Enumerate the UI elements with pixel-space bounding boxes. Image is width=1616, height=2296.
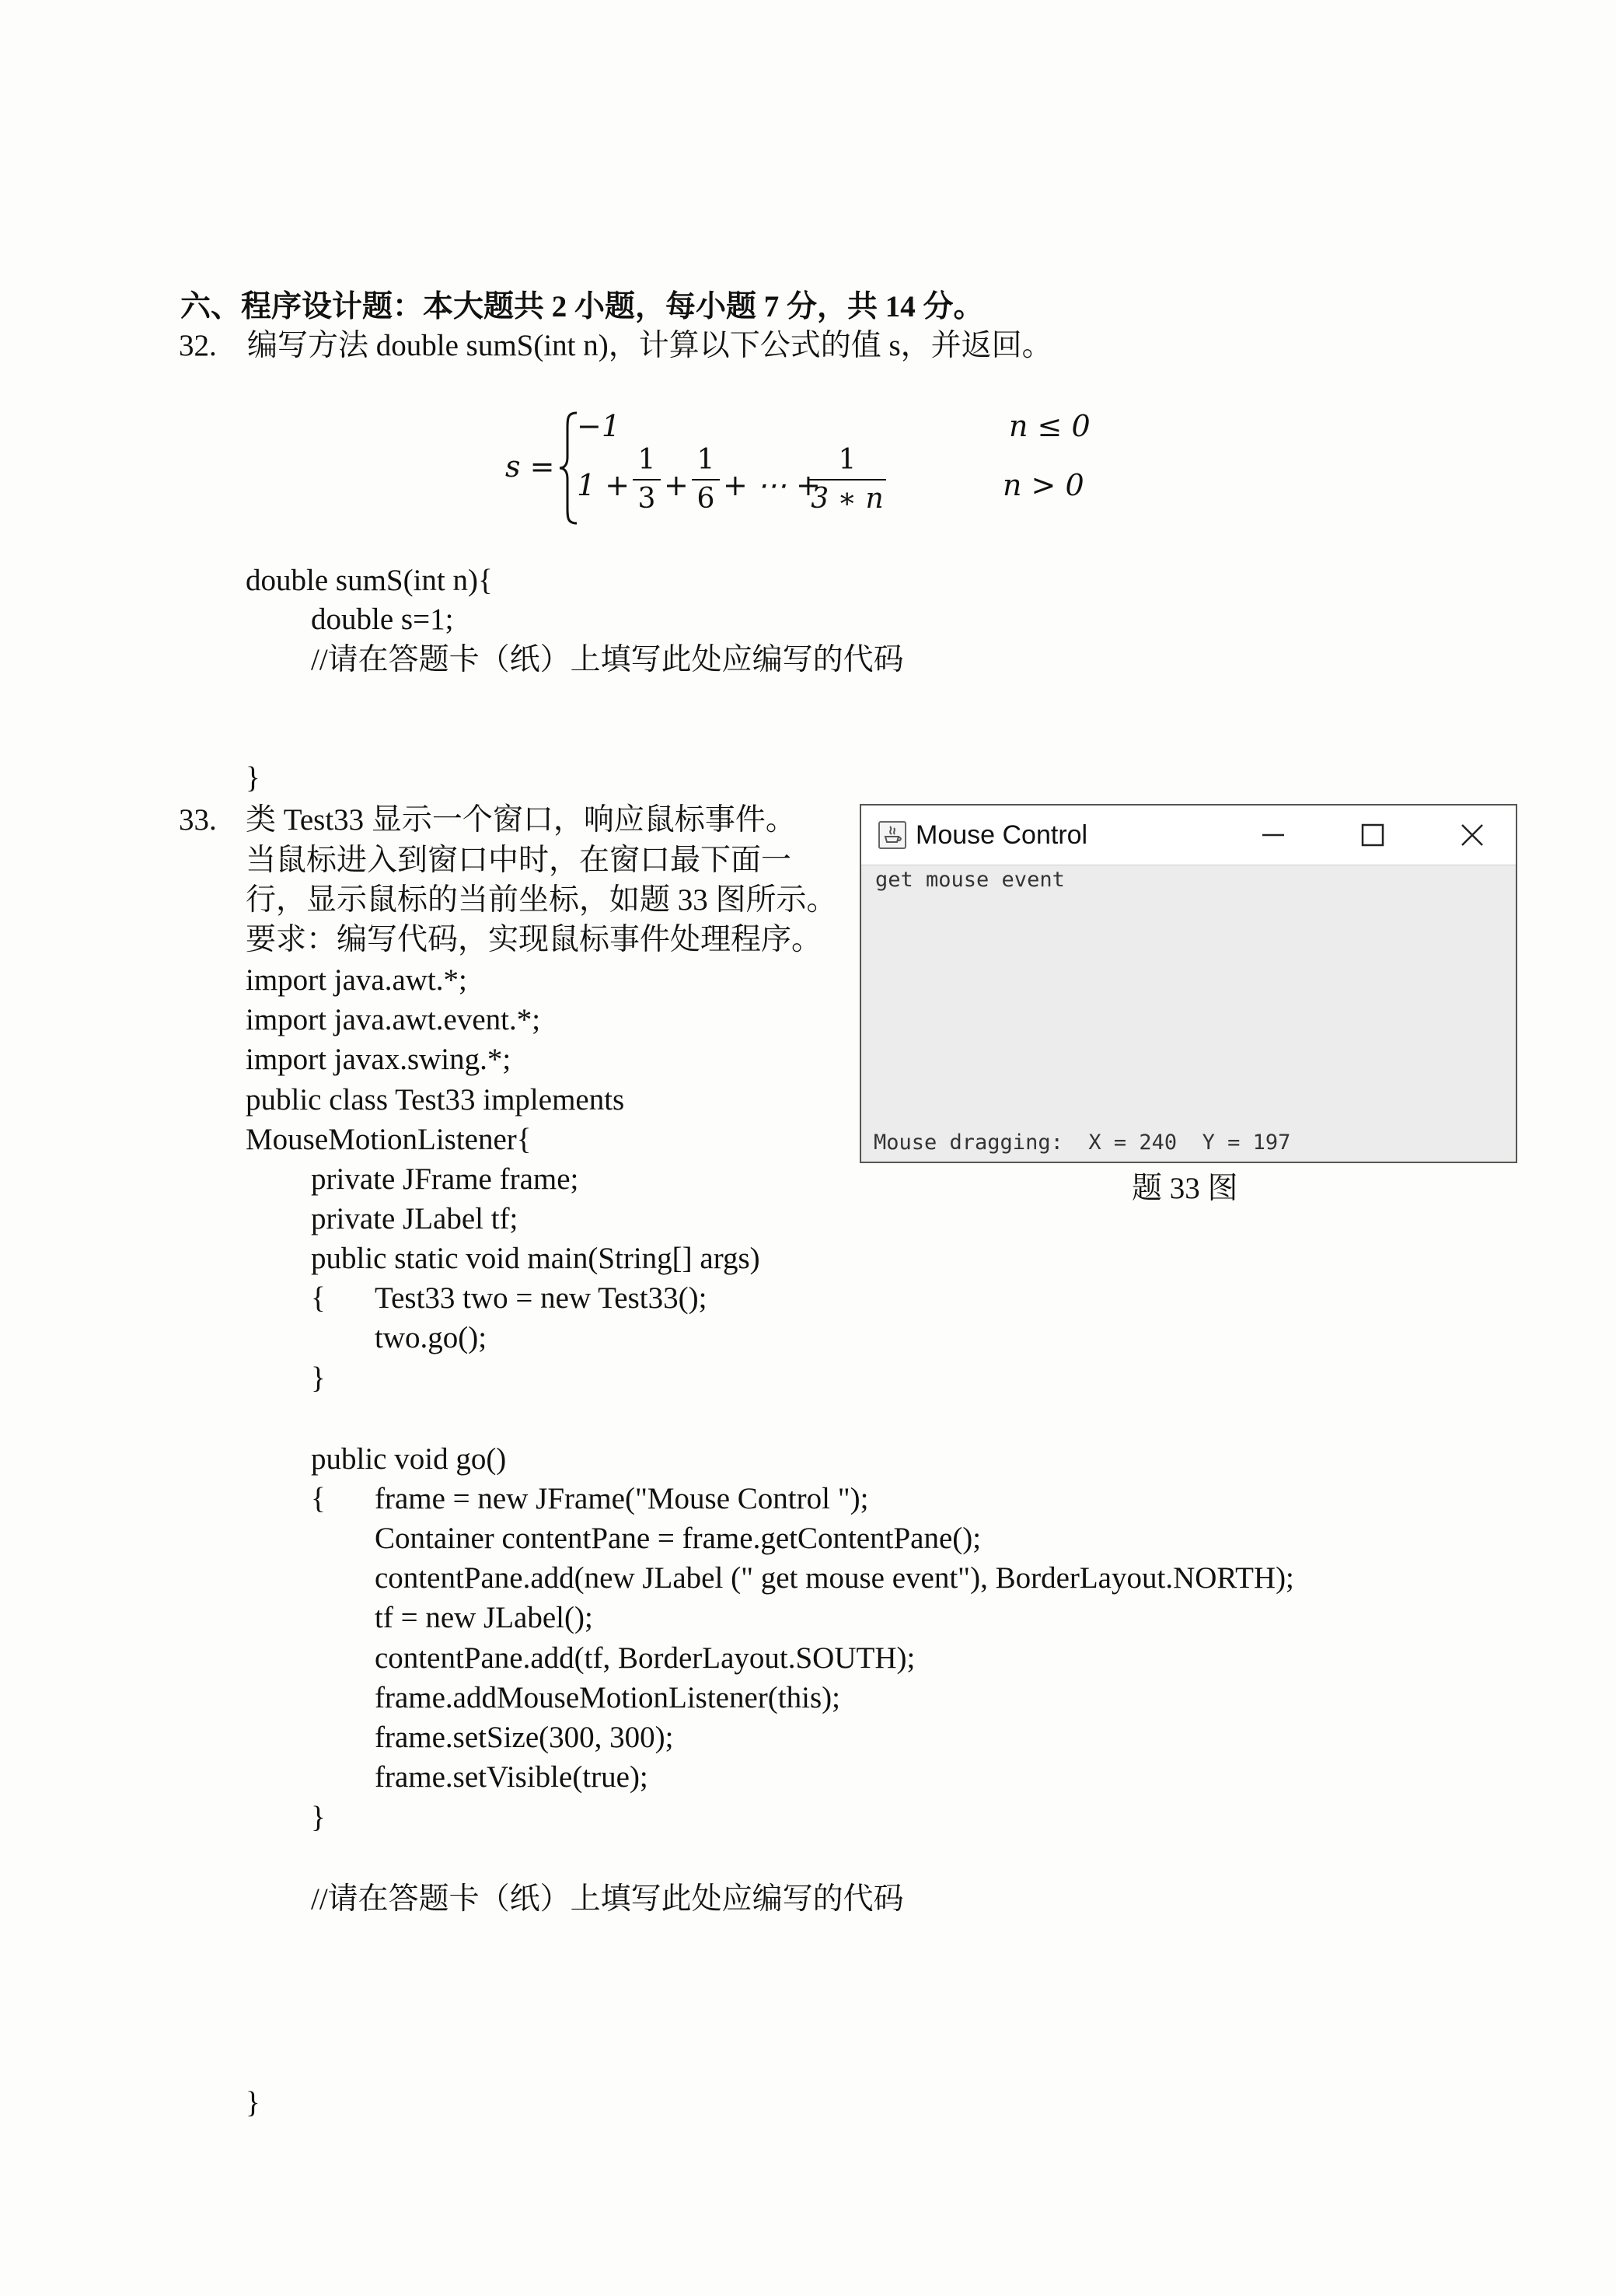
figure-caption: 题 33 图 [1132, 1172, 1238, 1205]
formula-case1-condition: n ≤ 0 [1009, 409, 1091, 443]
minimize-button [1250, 816, 1297, 854]
fraction-1-3-denominator: 3 [637, 483, 656, 515]
fraction-1-3 [633, 443, 661, 516]
maximize-icon [1360, 823, 1385, 847]
q33-prompt-line: 行，显示鼠标的当前坐标，如题 33 图所示。 [246, 883, 837, 917]
q33-code-line: } [311, 1801, 326, 1834]
fraction-1-6 [692, 443, 720, 516]
fraction-1-3n-numerator: 1 [838, 444, 857, 476]
south-label: Mouse dragging: X = 240 Y = 197 [874, 1131, 1291, 1155]
q33-code-line: tf = new JLabel(); [375, 1601, 593, 1634]
java-app-icon [878, 821, 906, 849]
formula-case2-condition: n > 0 [1003, 468, 1084, 502]
q32-prompt: 编写方法 double sumS(int n)，计算以下公式的值 s，并返回。 [247, 329, 1052, 362]
q33-code-line: } [246, 2086, 260, 2120]
formula-lhs: s = [505, 449, 555, 484]
q33-code-line: frame.setVisible(true); [375, 1760, 648, 1794]
formula-case1-value: −1 [577, 409, 621, 443]
q33-code-line: public void go() [311, 1442, 507, 1476]
q33-code-line: { [311, 1482, 326, 1515]
q33-code-line: Container contentPane = frame.getContentPane(); [375, 1522, 982, 1555]
q33-code-line: import java.awt.*; [246, 963, 467, 997]
q33-prompt-line: 类 Test33 显示一个窗口，响应鼠标事件。 [246, 803, 796, 837]
q33-code-line: private JFrame frame; [311, 1162, 579, 1196]
fraction-1-3n [808, 443, 886, 516]
q32-code-line: //请在答题卡（纸）上填写此处应编写的代码 [311, 643, 904, 676]
fraction-1-3n-denominator: 3 ∗ n [811, 483, 884, 515]
q33-code-line: contentPane.add(tf, BorderLayout.SOUTH); [375, 1641, 916, 1675]
q33-code-line: public static void main(String[] args) [311, 1242, 760, 1275]
window-title: Mouse Control [916, 820, 1088, 850]
q33-code-line: public class Test33 implements [246, 1083, 625, 1117]
formula-ellipsis: + ⋯ + [723, 468, 821, 502]
section-heading: 六、程序设计题：本大题共 2 小题，每小题 7 分，共 14 分。 [180, 290, 984, 323]
window-titlebar [861, 806, 1516, 865]
q33-code-line: frame.setSize(300, 300); [375, 1721, 674, 1754]
minimize-icon [1261, 823, 1286, 847]
q33-code-line: { [311, 1281, 326, 1315]
q33-number: 33. [179, 803, 217, 837]
close-icon [1460, 823, 1485, 847]
q33-code-line: import javax.swing.*; [246, 1043, 511, 1076]
fraction-1-6-numerator: 1 [696, 444, 715, 476]
q33-code-line: Test33 two = new Test33(); [375, 1281, 707, 1315]
fraction-1-3-numerator: 1 [637, 444, 656, 476]
q32-code-line: } [246, 761, 260, 795]
q33-code-line: } [311, 1361, 326, 1395]
q33-prompt-line: 当鼠标进入到窗口中时，在窗口最下面一 [246, 844, 792, 877]
q32-code-line: double sumS(int n){ [246, 564, 493, 597]
q33-code-line: two.go(); [375, 1321, 487, 1354]
q33-code-line: MouseMotionListener{ [246, 1123, 532, 1156]
q33-code-line: frame = new JFrame("Mouse Control "); [375, 1482, 869, 1515]
q32-code-line: double s=1; [311, 603, 454, 636]
q33-code-line: private JLabel tf; [311, 1202, 518, 1235]
fraction-1-6-denominator: 6 [696, 483, 715, 515]
q33-code-line: contentPane.add(new JLabel (" get mouse event"), BorderLayout.NORTH); [375, 1561, 1294, 1595]
q33-code-line: frame.addMouseMotionListener(this); [375, 1681, 840, 1714]
q33-prompt-line: 要求：编写代码，实现鼠标事件处理程序。 [246, 923, 822, 956]
mouse-control-window-figure [860, 804, 1517, 1163]
q32-number: 32. [179, 329, 217, 362]
formula-case2-lead: 1 + [577, 468, 630, 502]
q33-code-line: //请在答题卡（纸）上填写此处应编写的代码 [311, 1882, 904, 1916]
q33-code-line: import java.awt.event.*; [246, 1003, 541, 1036]
north-label: get mouse event [875, 868, 1065, 892]
formula-plus: + [664, 468, 689, 502]
close-button [1449, 816, 1496, 854]
maximize-button [1349, 816, 1396, 854]
